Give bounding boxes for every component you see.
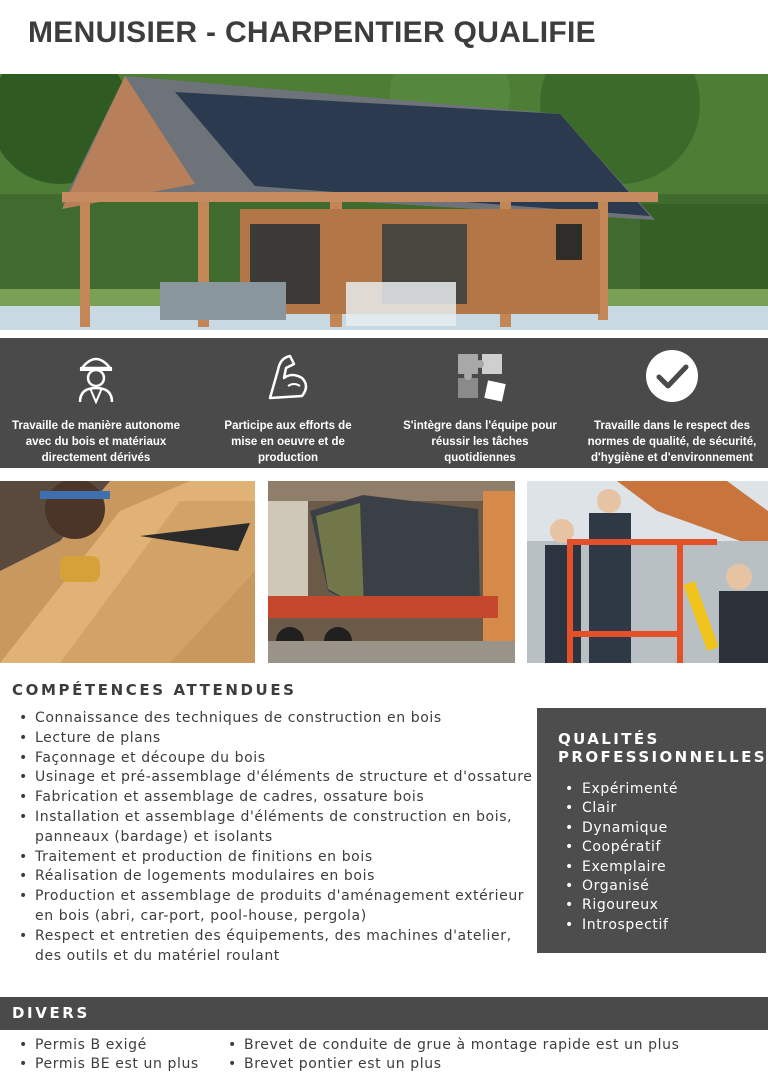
list-item: • Façonnage et découpe du bois — [18, 749, 533, 769]
list-item: • Brevet de conduite de grue à montage rapide est un plus — [227, 1036, 680, 1055]
list-item: • Fabrication et assemblage de cadres, ossature bois — [18, 788, 533, 808]
list-item: • Réalisation de logements modulaires en bois — [18, 867, 533, 887]
list-item: • Coopératif — [558, 838, 766, 857]
list-item: • Brevet pontier est un plus — [227, 1055, 680, 1074]
list-item: • Dynamique — [558, 819, 766, 838]
divers-header — [0, 997, 768, 1030]
competences-list — [18, 709, 533, 966]
list-item: • Connaissance des techniques de construction en bois — [18, 709, 533, 729]
banner-text-team: S'intègre dans l'équipe pour réussir les tâches quotidiennes — [403, 420, 557, 464]
banner-text-effort: Participe aux efforts de mise en oeuvre et de production — [224, 420, 352, 464]
banner-item-norms — [576, 338, 768, 468]
list-item: • Exemplaire — [558, 858, 766, 877]
page-title: MENUISIER - CHARPENTIER QUALIFIE — [28, 16, 596, 49]
list-item: • Clair — [558, 799, 766, 818]
banner-item-team — [384, 338, 576, 468]
puzzle-icon — [452, 348, 508, 404]
list-item: • Lecture de plans — [18, 729, 533, 749]
list-item: • Traitement et production de finitions en bois — [18, 848, 533, 868]
competences-title: COMPÉTENCES ATTENDUES — [12, 681, 297, 699]
list-item: • Permis BE est un plus — [18, 1055, 199, 1074]
list-item: • Respect et entretien des équipements, des machines d'atelier, des outils et du matériel roulant — [18, 927, 533, 967]
list-item: • Installation et assemblage d'éléments de construction en bois, panneaux (bardage) et isolants — [18, 808, 533, 848]
qualites-title-line1: QUALITÉS — [558, 730, 660, 748]
qualites-title-line2: PROFESSIONNELLES — [558, 748, 767, 766]
list-item: • Rigoureux — [558, 896, 766, 915]
list-item: • Introspectif — [558, 916, 766, 935]
list-item: • Production et assemblage de produits d'aménagement extérieur en bois (abri, car-port, pool-house, pergola) — [18, 887, 533, 927]
list-item: • Permis B exigé — [18, 1036, 199, 1055]
values-banner — [0, 338, 768, 468]
qualites-panel — [537, 708, 766, 953]
photo-team-lift-basket — [527, 481, 768, 663]
photo-modular-unit-transport — [268, 481, 515, 663]
qualites-list — [558, 780, 766, 935]
divers-list-licenses — [18, 1036, 199, 1074]
worker-helmet-icon — [68, 348, 124, 404]
list-item: • Organisé — [558, 877, 766, 896]
hero-photo-pool-house — [0, 74, 768, 330]
strong-arm-icon — [260, 348, 316, 404]
list-item: • Usinage et pré-assemblage d'éléments de structure et d'ossature — [18, 768, 533, 788]
checkmark-circle-icon — [644, 348, 700, 404]
divers-list-certificates — [227, 1036, 680, 1074]
banner-text-autonomy: Travaille de manière autonome avec du bois et matériaux directement dérivés — [11, 420, 181, 464]
banner-item-autonomy — [0, 338, 192, 468]
divers-title: DIVERS — [12, 1004, 90, 1022]
banner-item-effort — [192, 338, 384, 468]
banner-text-norms: Travaille dans le respect des normes de qualité, de sécurité, d'hygiène et d'environnement — [587, 420, 757, 464]
list-item: • Expérimenté — [558, 780, 766, 799]
photo-carpenter-measuring — [0, 481, 255, 663]
